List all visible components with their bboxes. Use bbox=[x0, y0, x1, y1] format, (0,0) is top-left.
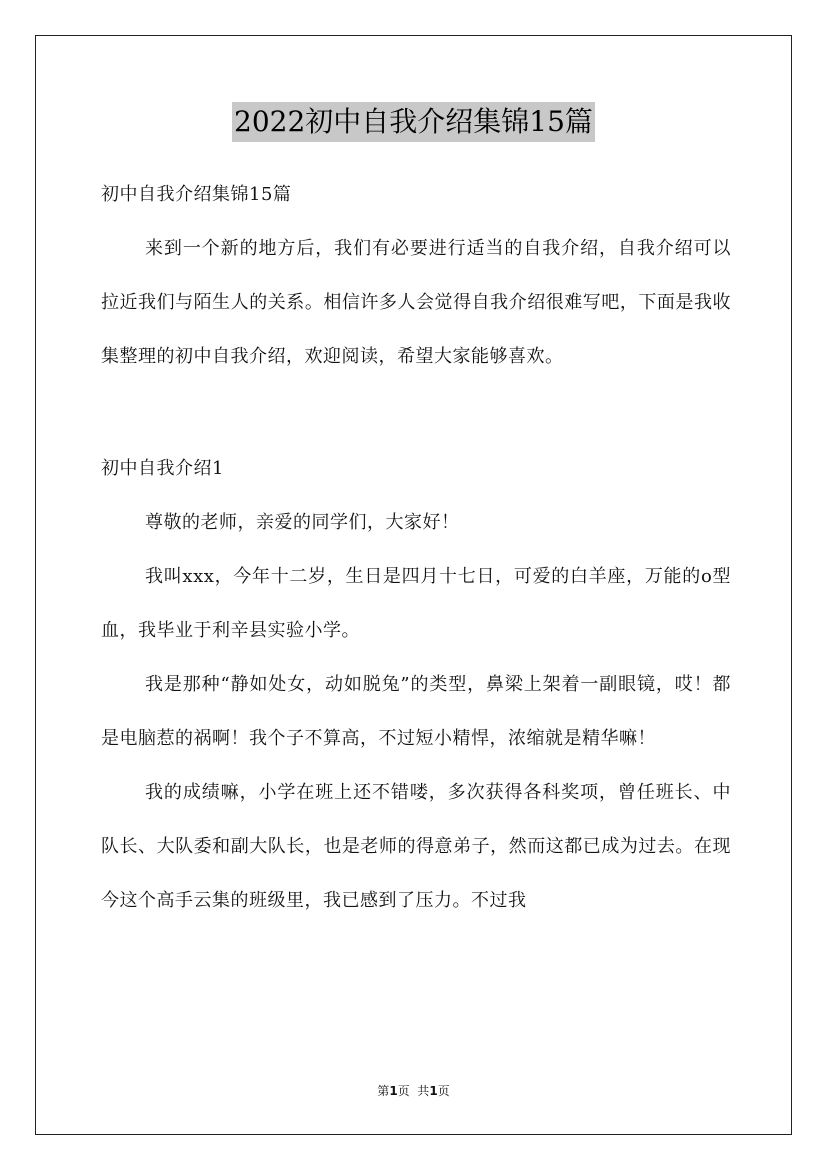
footer-current-page: 1 bbox=[389, 1084, 398, 1098]
section-spacer bbox=[101, 384, 731, 442]
body-paragraph-1: 尊敬的老师，亲爱的同学们，大家好！ bbox=[145, 512, 460, 533]
body-paragraph-3: 我是那种“静如处女，动如脱兔”的类型，鼻梁上架着一副眼镜，哎！都是电脑惹的祸啊！我个子不算高，不过短小精悍，浓缩就是精华嘛！ bbox=[101, 674, 731, 749]
intro-paragraph: 来到一个新的地方后，我们有必要进行适当的自我介绍，自我介绍可以拉近我们与陌生人的关系。相信许多人会觉得自我介绍很难写吧，下面是我收集整理的初中自我介绍，欢迎阅读，希望大家能够喜欢。 bbox=[101, 238, 731, 367]
section-heading: 初中自我介绍1 bbox=[101, 458, 224, 479]
title-container bbox=[0, 102, 827, 142]
footer-total-pages: 1 bbox=[429, 1084, 438, 1098]
document-subtitle: 初中自我介绍集锦15篇 bbox=[101, 184, 292, 205]
document-body bbox=[101, 168, 731, 928]
page-footer bbox=[0, 1082, 827, 1099]
footer-mid: 页 共 bbox=[397, 1084, 430, 1098]
body-paragraph-2: 我叫xxx，今年十二岁，生日是四月十七日，可爱的白羊座，万能的o型血，我毕业于利辛县实验小学。 bbox=[101, 566, 731, 641]
body-paragraph-4: 我的成绩嘛，小学在班上还不错喽，多次获得各科奖项，曾任班长、中队长、大队委和副大队长，也是老师的得意弟子，然而这都已成为过去。在现今这个高手云集的班级里，我已感到了压力。不过我 bbox=[101, 782, 731, 911]
footer-prefix: 第 bbox=[377, 1084, 390, 1098]
footer-suffix: 页 bbox=[437, 1084, 450, 1098]
document-title: 2022初中自我介绍集锦15篇 bbox=[232, 102, 595, 142]
